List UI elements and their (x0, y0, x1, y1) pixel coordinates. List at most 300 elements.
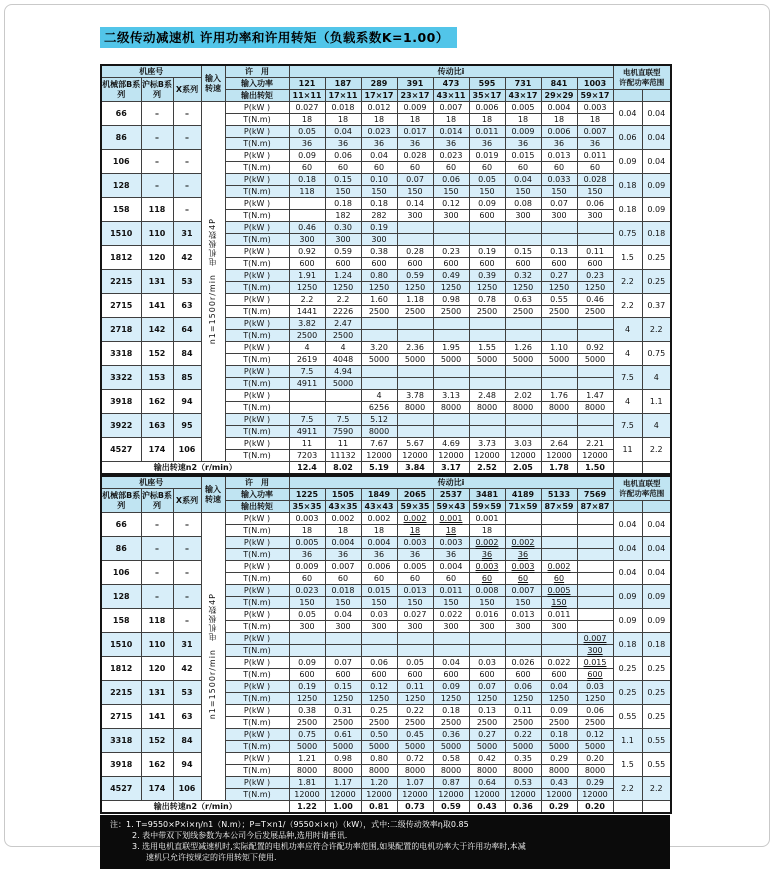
p-value-cell (361, 318, 397, 330)
t-value-cell: 6256 (361, 402, 397, 414)
p-value-cell (361, 366, 397, 378)
header-permit: 许 用 (225, 476, 289, 489)
p-label-cell: P(kW ) (225, 585, 289, 597)
header-output-torque: 输出转矩 (225, 501, 289, 513)
p-value-cell (433, 414, 469, 426)
future-product-value: 300 (587, 645, 603, 655)
future-product-value: 600 (587, 669, 603, 679)
p-value-cell (433, 513, 469, 525)
t-value-cell: 60 (361, 162, 397, 174)
t-value-cell: 300 (469, 621, 505, 633)
p-value-cell: 0.002 (325, 513, 361, 525)
t-value-cell: 300 (289, 621, 325, 633)
frame-no-cell: 86 (101, 537, 141, 561)
p-value-cell: 0.31 (325, 705, 361, 717)
x-series-cell: 31 (173, 633, 201, 657)
p-value-cell: 0.23 (433, 246, 469, 258)
t-value-cell (325, 645, 361, 657)
future-product-value: 0.002 (403, 513, 427, 523)
p-value-cell: 1.95 (433, 342, 469, 354)
p-value-cell: 0.006 (469, 102, 505, 114)
p-label-cell: P(kW ) (225, 729, 289, 741)
p-value-cell: 0.023 (361, 126, 397, 138)
t-value-cell: 600 (541, 258, 577, 270)
p-label-cell: P(kW ) (225, 609, 289, 621)
p-value-cell: 1.47 (577, 390, 613, 402)
p-value-cell: 2.36 (397, 342, 433, 354)
hu-series-cell: – (141, 102, 173, 126)
t-value-cell: 300 (577, 210, 613, 222)
t-value-cell: 4911 (289, 426, 325, 438)
sub-ratio-header: 29×29 (541, 90, 577, 102)
p-value-cell: 0.05 (469, 174, 505, 186)
t-value-cell (577, 525, 613, 537)
t-value-cell (505, 573, 541, 585)
p-value-cell: 0.027 (289, 102, 325, 114)
t-label-cell: T(N.m) (225, 138, 289, 150)
t-value-cell: 300 (433, 210, 469, 222)
p-value-cell: 0.72 (397, 753, 433, 765)
p-value-cell: 11 (325, 438, 361, 450)
hu-series-cell: – (141, 126, 173, 150)
motor-power-range-min: 0.37 (642, 294, 671, 318)
p-value-cell: 1.26 (505, 342, 541, 354)
p-value-cell (541, 222, 577, 234)
output-speed-value: 1.78 (541, 462, 577, 475)
future-product-value: 0.003 (511, 561, 535, 571)
p-value-cell: 0.06 (505, 681, 541, 693)
p-value-cell: 0.04 (433, 657, 469, 669)
sub-ratio-header: 35×35 (289, 501, 325, 513)
future-product-value: 150 (551, 597, 567, 607)
p-value-cell: 0.10 (361, 174, 397, 186)
p-label-cell: P(kW ) (225, 150, 289, 162)
machine-row-p (101, 609, 671, 621)
p-value-cell (397, 222, 433, 234)
future-product-value: 0.015 (583, 657, 607, 667)
p-value-cell: 4 (289, 342, 325, 354)
p-value-cell: 0.023 (433, 150, 469, 162)
t-value-cell: 1250 (361, 693, 397, 705)
t-value-cell (469, 378, 505, 390)
p-value-cell (433, 222, 469, 234)
output-speed-value: 3.84 (397, 462, 433, 475)
t-value-cell (433, 426, 469, 438)
t-value-cell: 600 (469, 669, 505, 681)
p-value-cell (469, 318, 505, 330)
p-value-cell: 0.011 (469, 126, 505, 138)
t-label-cell: T(N.m) (225, 741, 289, 753)
motor-power-range-max: 0.04 (613, 513, 642, 537)
p-value-cell: 0.12 (577, 729, 613, 741)
t-label-cell: T(N.m) (225, 573, 289, 585)
motor-power-range-min: 0.25 (642, 705, 671, 729)
motor-pole-label: 电机极数4P (208, 218, 217, 267)
x-series-cell: – (173, 102, 201, 126)
p-value-cell: 1.18 (397, 294, 433, 306)
header-input-power: 输入功率 (225, 489, 289, 501)
p-value-cell (397, 414, 433, 426)
output-speed-value: 8.02 (325, 462, 361, 475)
p-value-cell: 0.002 (361, 513, 397, 525)
p-label-cell: P(kW ) (225, 174, 289, 186)
p-value-cell: 0.011 (433, 585, 469, 597)
machine-row-p (101, 126, 671, 138)
t-value-cell: 300 (505, 621, 541, 633)
x-series-cell: 64 (173, 318, 201, 342)
t-value-cell: 600 (469, 210, 505, 222)
t-value-cell (577, 645, 613, 657)
future-product-value: 60 (517, 573, 529, 583)
motor-power-range-min: 0.25 (642, 657, 671, 681)
t-value-cell: 36 (433, 549, 469, 561)
ratio-header: 595 (469, 78, 505, 90)
p-value-cell: 0.53 (505, 777, 541, 789)
t-value-cell: 8000 (433, 765, 469, 777)
p-value-cell: 4 (325, 342, 361, 354)
frame-no-cell: 4527 (101, 777, 141, 801)
t-value-cell (577, 621, 613, 633)
p-value-cell (397, 366, 433, 378)
t-value-cell: 2500 (325, 330, 361, 342)
motor-power-range-max: 0.09 (613, 609, 642, 633)
machine-row-p (101, 294, 671, 306)
p-value-cell: 0.27 (541, 270, 577, 282)
motor-power-range-max: 0.04 (613, 537, 642, 561)
motor-power-range-min: 0.75 (642, 342, 671, 366)
t-value-cell: 150 (577, 186, 613, 198)
p-value-cell (505, 561, 541, 573)
p-value-cell: 4.94 (325, 366, 361, 378)
t-value-cell (361, 645, 397, 657)
t-value-cell (577, 426, 613, 438)
t-label-cell: T(N.m) (225, 450, 289, 462)
t-value-cell: 2500 (541, 306, 577, 318)
p-value-cell: 0.23 (577, 270, 613, 282)
p-value-cell: 0.003 (577, 102, 613, 114)
frame-no-cell: 106 (101, 150, 141, 174)
p-value-cell (397, 633, 433, 645)
p-label-cell: P(kW ) (225, 561, 289, 573)
p-value-cell: 0.18 (361, 198, 397, 210)
t-value-cell: 12000 (433, 789, 469, 801)
t-value-cell: 150 (469, 597, 505, 609)
motor-power-range-min: 0.09 (642, 198, 671, 222)
p-value-cell: 11 (289, 438, 325, 450)
future-product-value: 0.002 (475, 537, 499, 547)
t-value-cell: 5000 (325, 378, 361, 390)
p-value-cell: 0.005 (505, 102, 541, 114)
p-value-cell: 2.47 (325, 318, 361, 330)
t-value-cell: 600 (289, 669, 325, 681)
t-value-cell (541, 549, 577, 561)
p-value-cell: 0.12 (361, 681, 397, 693)
p-value-cell: 0.11 (397, 681, 433, 693)
t-label-cell: T(N.m) (225, 282, 289, 294)
footnotes (100, 815, 670, 869)
x-series-cell: 53 (173, 270, 201, 294)
t-value-cell: 300 (325, 234, 361, 246)
frame-no-cell: 158 (101, 609, 141, 633)
machine-row-p (101, 342, 671, 354)
t-value-cell: 60 (397, 162, 433, 174)
p-value-cell (289, 198, 325, 210)
machine-row-p (101, 438, 671, 450)
x-series-cell: – (173, 609, 201, 633)
motor-power-range-max: 4 (613, 318, 642, 342)
frame-no-cell: 2718 (101, 318, 141, 342)
t-value-cell (541, 378, 577, 390)
sub-ratio-header: 59×35 (397, 501, 433, 513)
p-value-cell: 0.022 (541, 657, 577, 669)
future-product-value: 0.002 (547, 561, 571, 571)
input-speed-value: n1=1500r/min (208, 649, 217, 720)
x-series-cell: – (173, 150, 201, 174)
machine-row-p (101, 102, 671, 114)
t-value-cell: 600 (505, 258, 541, 270)
t-value-cell: 182 (325, 210, 361, 222)
p-value-cell: 3.13 (433, 390, 469, 402)
t-value-cell: 12000 (289, 789, 325, 801)
p-value-cell: 0.04 (505, 174, 541, 186)
p-value-cell: 0.04 (361, 150, 397, 162)
p-label-cell: P(kW ) (225, 681, 289, 693)
t-value-cell: 18 (289, 525, 325, 537)
p-value-cell (541, 318, 577, 330)
x-series-cell: – (173, 513, 201, 537)
t-value-cell: 600 (361, 258, 397, 270)
motor-power-range-min: 0.55 (642, 753, 671, 777)
t-value-cell (469, 330, 505, 342)
output-speed-value: 5.19 (361, 462, 397, 475)
p-value-cell: 0.06 (433, 174, 469, 186)
motor-power-range-max: 0.55 (613, 705, 642, 729)
output-speed-row (101, 462, 671, 475)
t-value-cell: 150 (505, 597, 541, 609)
motor-power-range-min: 0.04 (642, 102, 671, 126)
header-x-series: X系列 (173, 78, 201, 102)
p-value-cell: 0.92 (577, 342, 613, 354)
x-series-cell: – (173, 126, 201, 150)
p-value-cell: 0.75 (289, 729, 325, 741)
p-label-cell: P(kW ) (225, 753, 289, 765)
future-product-value: 18 (409, 525, 421, 535)
hu-series-cell: 120 (141, 246, 173, 270)
output-speed-value: 2.05 (505, 462, 541, 475)
t-value-cell: 18 (397, 114, 433, 126)
p-value-cell (541, 513, 577, 525)
input-speed-wrap (202, 528, 225, 786)
machine-row-p (101, 729, 671, 741)
motor-power-range-min: 0.04 (642, 513, 671, 537)
output-speed-value: 3.17 (433, 462, 469, 475)
p-value-cell: 0.45 (397, 729, 433, 741)
motor-power-range-max: 4 (613, 342, 642, 366)
t-value-cell: 2500 (361, 717, 397, 729)
p-value-cell: 2.2 (325, 294, 361, 306)
hu-series-cell: 152 (141, 729, 173, 753)
p-value-cell: 0.50 (361, 729, 397, 741)
frame-no-cell: 3918 (101, 753, 141, 777)
t-value-cell: 4048 (325, 354, 361, 366)
p-value-cell: 1.21 (289, 753, 325, 765)
x-series-cell: – (173, 585, 201, 609)
motor-power-range-max: 1.5 (613, 246, 642, 270)
p-value-cell (541, 633, 577, 645)
p-value-cell (469, 633, 505, 645)
p-label-cell: P(kW ) (225, 270, 289, 282)
p-value-cell: 0.005 (289, 537, 325, 549)
t-label-cell: T(N.m) (225, 525, 289, 537)
t-value-cell: 8000 (361, 765, 397, 777)
p-value-cell: 0.15 (325, 174, 361, 186)
p-value-cell: 7.5 (325, 414, 361, 426)
p-value-cell: 0.19 (361, 222, 397, 234)
p-value-cell: 0.04 (541, 681, 577, 693)
p-value-cell: 1.55 (469, 342, 505, 354)
hu-series-cell: – (141, 537, 173, 561)
motor-power-range-max: 0.06 (613, 126, 642, 150)
t-value-cell (397, 378, 433, 390)
header-hu-b-series: 沪标B系列 (141, 489, 173, 513)
p-value-cell: 0.006 (361, 561, 397, 573)
p-value-cell: 0.09 (289, 150, 325, 162)
output-speed-value: 0.29 (541, 801, 577, 814)
motor-power-range-min: 0.09 (642, 174, 671, 198)
p-value-cell: 0.92 (289, 246, 325, 258)
t-value-cell: 18 (469, 525, 505, 537)
motor-power-range-max: 7.5 (613, 414, 642, 438)
motor-power-range-min: 0.55 (642, 729, 671, 753)
t-value-cell (505, 330, 541, 342)
p-label-cell: P(kW ) (225, 705, 289, 717)
sub-ratio-header: 43×43 (361, 501, 397, 513)
ratio-header: 731 (505, 78, 541, 90)
t-label-cell: T(N.m) (225, 306, 289, 318)
t-value-cell: 18 (433, 114, 469, 126)
header-ratio-title: 传动比i (289, 476, 613, 489)
p-value-cell: 7.5 (289, 414, 325, 426)
t-value-cell: 5000 (433, 741, 469, 753)
motor-power-range-max: 0.04 (613, 561, 642, 585)
t-value-cell: 60 (397, 573, 433, 585)
sub-ratio-header: 87×59 (541, 501, 577, 513)
p-value-cell: 0.06 (577, 198, 613, 210)
t-value-cell: 2619 (289, 354, 325, 366)
header-row-2 (101, 78, 671, 90)
t-value-cell: 300 (541, 621, 577, 633)
p-value-cell (577, 318, 613, 330)
motor-power-range-min: 0.18 (642, 222, 671, 246)
t-label-cell: T(N.m) (225, 210, 289, 222)
t-value-cell: 150 (433, 597, 469, 609)
hu-series-cell: – (141, 150, 173, 174)
p-value-cell: 0.009 (397, 102, 433, 114)
p-value-cell: 0.29 (541, 753, 577, 765)
p-value-cell: 0.55 (541, 294, 577, 306)
t-value-cell: 8000 (505, 402, 541, 414)
p-value-cell (505, 366, 541, 378)
blank-cell (642, 801, 671, 814)
p-value-cell: 0.007 (433, 102, 469, 114)
x-series-cell: 63 (173, 705, 201, 729)
input-speed-cell (201, 102, 225, 462)
t-value-cell: 8000 (469, 402, 505, 414)
p-value-cell: 0.15 (325, 681, 361, 693)
p-value-cell (577, 609, 613, 621)
t-value-cell: 8000 (505, 765, 541, 777)
sub-ratio-header: 59×43 (433, 501, 469, 513)
p-value-cell: 0.59 (325, 246, 361, 258)
x-series-cell: 85 (173, 366, 201, 390)
p-value-cell: 0.006 (541, 126, 577, 138)
t-value-cell: 8000 (289, 765, 325, 777)
p-value-cell: 0.008 (469, 585, 505, 597)
t-value-cell: 5000 (361, 741, 397, 753)
footnote-line: 2. 表中带双下划线参数为本公司今后发展品种,选用时请垂讯. (132, 831, 348, 840)
p-value-cell (577, 585, 613, 597)
hu-series-cell: 153 (141, 366, 173, 390)
p-value-cell: 0.98 (325, 753, 361, 765)
p-value-cell: 0.12 (433, 198, 469, 210)
future-product-value: 0.005 (547, 585, 571, 595)
t-value-cell: 60 (469, 162, 505, 174)
t-value-cell: 150 (325, 186, 361, 198)
p-value-cell (505, 414, 541, 426)
t-value-cell (397, 234, 433, 246)
p-value-cell: 0.005 (397, 561, 433, 573)
t-value-cell: 1250 (325, 693, 361, 705)
header-mech-b-series: 机械部B系列 (101, 78, 141, 102)
p-value-cell: 0.13 (541, 246, 577, 258)
frame-no-cell: 1812 (101, 657, 141, 681)
p-value-cell (289, 390, 325, 402)
ratio-header: 3481 (469, 489, 505, 501)
p-value-cell (433, 366, 469, 378)
t-value-cell: 5000 (469, 741, 505, 753)
header-motor-range-blank (613, 90, 642, 102)
ratio-header: 1225 (289, 489, 325, 501)
p-value-cell: 2.48 (469, 390, 505, 402)
output-speed-value: 0.59 (433, 801, 469, 814)
frame-no-cell: 3318 (101, 342, 141, 366)
p-value-cell: 0.04 (325, 609, 361, 621)
t-value-cell (541, 645, 577, 657)
sub-ratio-header: 23×17 (397, 90, 433, 102)
hu-series-cell: 131 (141, 270, 173, 294)
future-product-value: 0.001 (439, 513, 463, 523)
header-mech-b-series: 机械部B系列 (101, 489, 141, 513)
t-value-cell: 2500 (577, 306, 613, 318)
p-label-cell: P(kW ) (225, 318, 289, 330)
p-value-cell: 0.03 (577, 681, 613, 693)
p-value-cell: 0.004 (433, 561, 469, 573)
p-value-cell: 1.17 (325, 777, 361, 789)
t-value-cell: 18 (325, 114, 361, 126)
p-value-cell: 0.22 (397, 705, 433, 717)
p-value-cell: 0.004 (325, 537, 361, 549)
t-value-cell: 60 (361, 573, 397, 585)
p-value-cell: 2.02 (505, 390, 541, 402)
p-value-cell (541, 561, 577, 573)
t-value-cell: 300 (325, 621, 361, 633)
p-value-cell: 0.028 (577, 174, 613, 186)
p-value-cell (577, 222, 613, 234)
t-value-cell (433, 378, 469, 390)
frame-no-cell: 3318 (101, 729, 141, 753)
t-value-cell: 12000 (505, 450, 541, 462)
ratio-header: 7569 (577, 489, 613, 501)
